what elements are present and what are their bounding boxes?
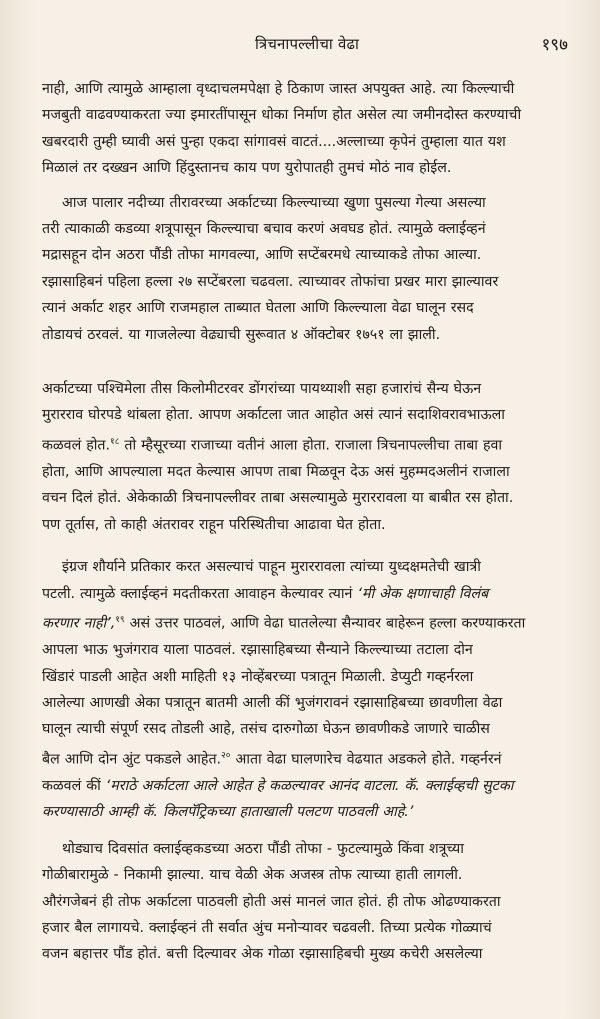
footnote-ref: २० (221, 750, 231, 761)
quote-fragment: करण्यासाठी आम्ही कॅ. किलपॅट्रिकच्या हाताखाली पलटण पाठवली आहे.’ (42, 804, 414, 821)
text-fragment: पटली. त्यामुळे क्लाईव्हनं मदतीकरता आवाहन केल्यावर त्यानं (42, 585, 353, 602)
text-line: गोळीबारामुळे - निकामी झाल्या. याच वेळी अेक अजस्त्र तोफ त्याच्या हाती लागली. (42, 867, 463, 884)
text-fragment: बैल आणि दोन अुंट पकडले आहेत. (42, 751, 222, 768)
text-line: मुरारराव घोरपडे थांबला होता. आपण अर्काटला जात आहोत असं त्यानं सदाशिवरावभाऊला (42, 407, 505, 424)
text-fragment: कळवलं कीं (42, 777, 101, 794)
text-line: वजन बहात्तर पौंड होतं. बत्ती दिल्यावर अेक गोळा रझासाहिबची मुख्य कचेरी असलेल्या (42, 946, 483, 963)
quote-fragment: करणार नाही’, (42, 615, 116, 632)
text-line: खबरदारी तुम्ही घ्यावी असं पुन्हा एकदा सांगावसं वाटतं....अल्लाच्या कृपेनं तुम्हाला यात यश (42, 133, 506, 150)
page-header (40, 34, 574, 58)
paragraph-5 (42, 836, 580, 968)
text-line: नाही, आणि त्यामुळे आम्हाला वृध्दाचलमपेक्षा हे ठिकाण जास्त अपयुक्त आहे. त्या किल्ल्याची (42, 81, 515, 97)
text-line (42, 743, 580, 773)
paragraph-2 (42, 190, 580, 348)
body-text (42, 76, 580, 968)
text-line: मिळालं तर दख्खन आणि हिंदुस्तानच काय पण युरोपातही तुमचं मोठं नाव होईल. (42, 160, 452, 177)
text-line: आपला भाऊ भुजंगराव याला पाठवलं. रझासाहिबच्या सैन्याने किल्ल्याच्या तटाला दोन (42, 642, 473, 659)
text-fragment: कळवलं होत. (42, 437, 111, 454)
text-line: वचन दिलं होतं. अेकेकाळी त्रिचनापल्लीवर ताबा असल्यामुळे मुराररावला या बाबीत रस होता. (42, 490, 514, 507)
text-line: तरी त्याकाळी कडव्या शत्रूपासून किल्ल्याचा बचाव करणं अवघड होतं. त्यामुळे क्लाईव्हनं (42, 221, 486, 238)
text-line: अर्काटच्या पश्चिमेला तीस किलोमीटरवर डोंगरांच्या पायथ्याशी सहा हजारांचं सैन्य घेऊन (42, 381, 482, 398)
text-line: मद्रासहून दोन अठरा पौंडी तोफा मागवल्या, आणि सप्टेंबरमधे त्याच्याकडे तोफा आल्या. (42, 247, 482, 264)
text-line: औरंगजेबनं ही तोफ अर्काटला पाठवली होती असं मानलं जात होतं. ही तोफ ओढण्याकरता (42, 893, 501, 910)
text-line: घालून त्याची संपूर्ण रसद तोडली आहे, तसंच दारुगोळा घेऊन छावणीकडे जाणारे चाळीस (42, 721, 490, 738)
running-title: त्रिचनापल्लीचा वेढा (254, 35, 360, 53)
text-line: थोड्याच दिवसांत क्लाईव्हकडच्या अठरा पौंडी तोफा - फुटल्यामुळे किंवा शत्रूच्या (62, 840, 464, 857)
quote-fragment: ‘मराठे अर्काटला आले आहेत हे कळल्यावर आनंद वाटला. कॅ. क्लाईव्हची सुटका (105, 777, 514, 794)
text-line: पण तूर्तास, तो काही अंतरावर राहून परिस्थितीचा आढावा घेत होता. (42, 516, 386, 533)
footnote-ref: १८ (110, 436, 120, 447)
text-line: मजबुती वाढवण्याकरता ज्या इमारतींपासून धोका निर्माण होत असेल त्या जमीनदोस्त करण्याची (42, 107, 522, 124)
text-line (42, 773, 580, 799)
footnote-ref: १९ (115, 615, 125, 626)
text-line: रझासाहिबनं पहिला हल्ला २७ सप्टेंबरला चढवला. त्याच्यावर तोफांचा प्रखर मारा झाल्यावर (42, 273, 499, 290)
text-line: होता, आणि आपल्याला मदत केल्यास आपण ताबा मिळवून देऊ असं मुहम्मदअलीनं राजाला (42, 464, 510, 481)
page-number: १९७ (541, 35, 568, 55)
text-fragment: तो म्हैसूरच्या राजाच्या वतीनं आला होता. राजाला त्रिचनापल्लीचा ताबा हवा (119, 437, 503, 454)
text-line: हजार बैल लागायचे. क्लाईव्हनं ती सर्वात अुंच मनोऱ्यावर चढवली. तिच्या प्रत्येक गोळ्याचं (42, 919, 492, 936)
paragraph-4 (42, 554, 580, 826)
text-line: खिंडारं पाडली आहेत अशी माहिती १३ नोव्हेंबरच्या पत्रातून मिळाली. डेप्युटी गव्हर्नरला (42, 668, 474, 685)
text-line (42, 799, 580, 825)
text-fragment: आता वेढा घालणारेच वेढयात अडकले होते. गव्हर्नरनं (235, 751, 502, 768)
text-line: इंग्रज शौर्याने प्रतिकार करत असल्याचं पाहून मुराररावला त्यांच्या युध्दक्षमतेची खात्री (62, 559, 481, 576)
paragraph-1 (42, 76, 580, 182)
quote-fragment: ‘मी अेक क्षणाचाही विलंब (357, 585, 489, 602)
text-line (42, 429, 580, 459)
text-line: तोडायचं ठरवलं. या गाजलेल्या वेढ्याची सुरूवात ४ ऑक्टोबर १७५१ ला झाली. (42, 326, 441, 343)
paragraph-3 (42, 376, 580, 538)
text-line: त्यानं अर्काट शहर आणि राजमहाल ताब्यात घेतला आणि किल्ल्याला वेढा घालून रसद (42, 300, 474, 317)
text-line (42, 607, 580, 637)
text-line: आलेल्या आणखी अेका पत्रातून बातमी आली कीं भुजंगरावनं रझासाहिबच्या छावणीला वेढा (42, 695, 503, 711)
text-line: आज पालार नदीच्या तीरावरच्या अर्काटच्या किल्ल्याच्या खुणा पुसल्या गेल्या असल्या (62, 194, 486, 211)
text-line (42, 581, 580, 607)
text-fragment: असं उत्तर पाठवलं, आणि वेढा घातलेल्या सैन्यावर बाहेरून हल्ला करण्याकरता (129, 615, 526, 632)
